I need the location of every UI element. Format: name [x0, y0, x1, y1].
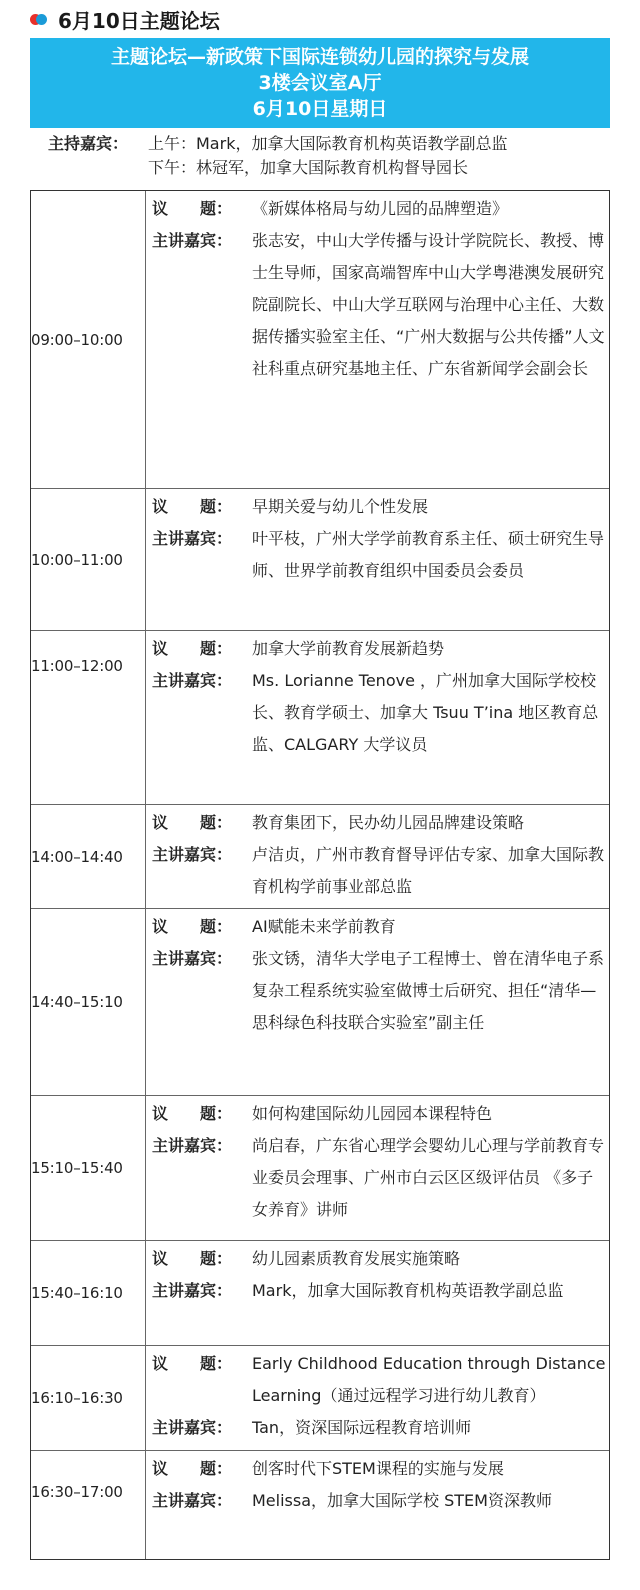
session-time: 16:10–16:30: [31, 1346, 146, 1450]
session-time: 15:40–16:10: [31, 1241, 146, 1345]
session-row: [31, 191, 609, 488]
session-time: 09:00–10:00: [31, 191, 146, 488]
speaker-label: 主讲嘉宾：: [152, 1281, 233, 1300]
session-row: [31, 1095, 609, 1240]
forum-title: 主题论坛—新政策下国际连锁幼儿园的探究与发展: [110, 46, 529, 68]
speaker-label: 主讲嘉宾：: [152, 949, 233, 968]
host-morning: 上午：Mark，加拿大国际教育机构英语教学副总监: [148, 134, 508, 153]
topic-label: 议 题：: [152, 917, 233, 936]
session-row: [31, 1240, 609, 1345]
session-row: [31, 804, 609, 908]
session-speaker: Mark，加拿大国际教育机构英语教学副总监: [252, 1281, 564, 1300]
session-speaker: 尚启春，广东省心理学会婴幼儿心理与学前教育专业委员会理事、广州市白云区区级评估员 《多子女养育》讲师: [252, 1136, 605, 1219]
topic-label: 议 题：: [152, 1354, 233, 1373]
speaker-label: 主讲嘉宾：: [152, 529, 233, 548]
session-topic: Early Childhood Education through Distance Learning（通过远程学习进行幼儿教育）: [252, 1354, 606, 1405]
agenda-table: [30, 190, 610, 1560]
host-afternoon: 下午：林冠军，加拿大国际教育机构督导园长: [148, 158, 469, 177]
speaker-label: 主讲嘉宾：: [152, 845, 233, 864]
speaker-label: 主讲嘉宾：: [152, 671, 233, 690]
session-time: 14:40–15:10: [31, 909, 146, 1095]
session-topic: 加拿大学前教育发展新趋势: [252, 639, 445, 658]
session-topic: 早期关爱与幼儿个性发展: [252, 497, 429, 516]
session-topic: 如何构建国际幼儿园园本课程特色: [252, 1104, 493, 1123]
session-time: 14:00–14:40: [31, 805, 146, 908]
session-topic: 幼儿园素质教育发展实施策略: [252, 1249, 461, 1268]
session-topic: 教育集团下，民办幼儿园品牌建设策略: [252, 813, 525, 832]
forum-date: 6月10日星期日: [252, 98, 388, 120]
session-speaker: Ms. Lorianne Tenove ，广州加拿大国际学校校长、教育学硕士、加拿大 Tsuu T’ina 地区教育总监、CALGARY 大学议员: [252, 671, 599, 754]
session-row: [31, 1345, 609, 1450]
session-speaker: 叶平枝，广州大学学前教育系主任、硕士研究生导师、世界学前教育组织中国委员会委员: [252, 529, 605, 580]
session-row: [31, 630, 609, 804]
speaker-label: 主讲嘉宾：: [152, 1136, 233, 1155]
session-time: 10:00–11:00: [31, 489, 146, 630]
session-topic: 《新媒体格局与幼儿园的品牌塑造》: [252, 199, 509, 218]
page-heading: [30, 4, 220, 34]
topic-label: 议 题：: [152, 1249, 233, 1268]
topic-label: 议 题：: [152, 813, 233, 832]
hosts-section: [48, 132, 618, 180]
session-speaker: 张志安，中山大学传播与设计学院院长、教授、博士生导师，国家高端智库中山大学粤港澳发展研究院副院长、中山大学互联网与治理中心主任、大数据传播实验室主任、“广州大数据与公共传播”人文社科重点研究基地主任、广东省新闻学会副会长: [252, 231, 605, 378]
session-row: [31, 488, 609, 630]
topic-label: 议 题：: [152, 199, 233, 218]
dots-icon: [30, 12, 52, 26]
session-time: 11:00–12:00: [31, 631, 146, 804]
hosts-label: 主持嘉宾：: [48, 134, 129, 153]
forum-venue: 3楼会议室A厅: [258, 72, 382, 94]
session-speaker: 卢洁贞，广州市教育督导评估专家、加拿大国际教育机构学前事业部总监: [252, 845, 605, 896]
speaker-label: 主讲嘉宾：: [152, 231, 233, 250]
session-speaker: Melissa，加拿大国际学校 STEM资深教师: [252, 1491, 552, 1510]
session-time: 16:30–17:00: [31, 1451, 146, 1559]
speaker-label: 主讲嘉宾：: [152, 1418, 233, 1437]
page-heading-text: 6月10日主题论坛: [58, 8, 220, 33]
session-topic: AI赋能未来学前教育: [252, 917, 396, 936]
session-topic: 创客时代下STEM课程的实施与发展: [252, 1459, 504, 1478]
topic-label: 议 题：: [152, 1459, 233, 1478]
topic-label: 议 题：: [152, 639, 233, 658]
session-row: [31, 908, 609, 1095]
session-speaker: 张文锈，清华大学电子工程博士、曾在清华电子系复杂工程系统实验室做博士后研究、担任“清华—思科绿色科技联合实验室”副主任: [252, 949, 605, 1032]
speaker-label: 主讲嘉宾：: [152, 1491, 233, 1510]
topic-label: 议 题：: [152, 1104, 233, 1123]
session-time: 15:10–15:40: [31, 1096, 146, 1240]
session-speaker: Tan，资深国际远程教育培训师: [252, 1418, 472, 1437]
forum-banner: [30, 38, 610, 128]
session-row: [31, 1450, 609, 1559]
topic-label: 议 题：: [152, 497, 233, 516]
